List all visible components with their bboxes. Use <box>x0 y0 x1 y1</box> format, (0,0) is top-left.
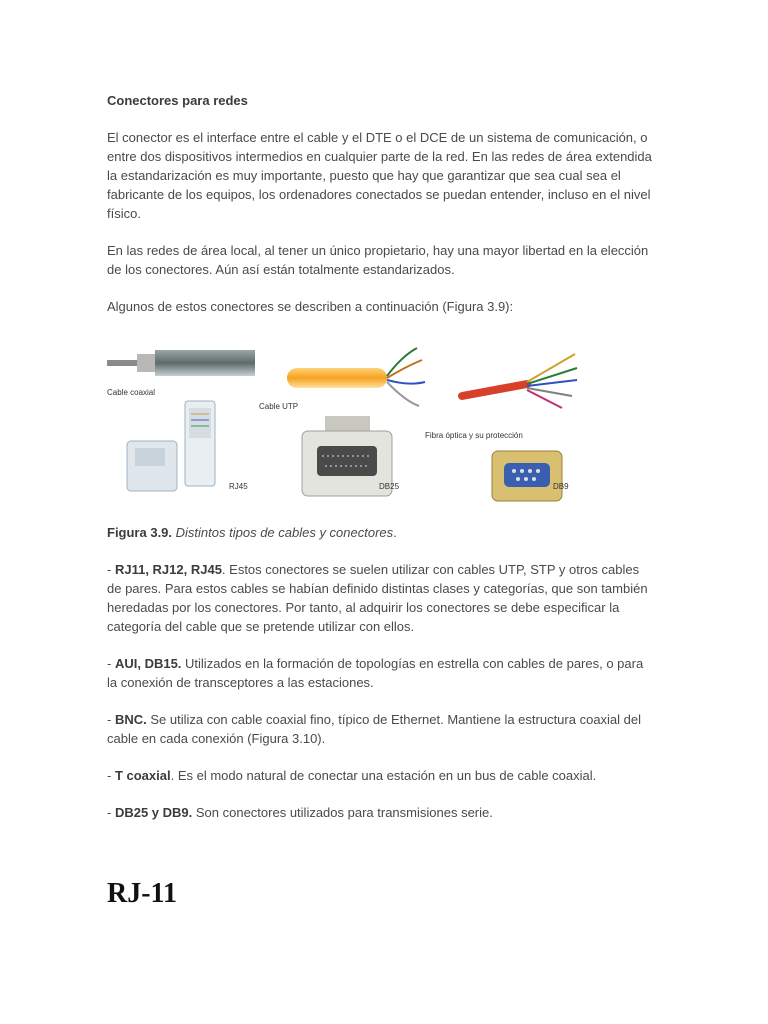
label-cable-utp: Cable UTP <box>259 402 299 411</box>
label-db25: DB25 <box>379 482 400 491</box>
list-item: - RJ11, RJ12, RJ45. Estos conectores se suelen utilizar con cables UTP, STP y otros cables de pares. Para estos cables se habían definido distintas clases y categorías, que son también heredadas por los conectores. Por tanto, al adquirir los conectores se debe especificar la categoría del cable que se pretende utilizar con ellos. <box>107 562 648 634</box>
label-rj45: RJ45 <box>229 482 248 491</box>
item-text: . Estos conectores se suelen utilizar con cables UTP, STP y otros cables de pares. Para estos cables se habían definido distintas clases y categorías, que son también heredadas por los conectores. Por tanto, al adquirir los conectores se debe especificar la categoría del cable que se pretende utilizar con ellos. <box>107 562 648 634</box>
item-term: RJ11, RJ12, RJ45 <box>114 562 222 577</box>
item-term: T coaxial <box>114 768 171 783</box>
rj45-connector-icon <box>127 401 215 491</box>
utp-cable-icon <box>287 348 425 406</box>
coaxial-cable-icon <box>107 350 255 376</box>
document-body <box>107 92 655 822</box>
item-term: BNC. <box>114 712 147 727</box>
rj11-title: RJ-11 <box>107 878 177 909</box>
intro-paragraph: El conector es el interface entre el cable y el DTE o el DCE de un sistema de comunicación, o entre dos dispositivos intermedios en cualquier parte de la red. En las redes de área extendida la estandarización es muy importante, puesto que hay que garantizar que sea cual sea el fabricante de los equipos, los ordenadores conectados se puedan entender, incluso en el nivel físico. <box>107 130 652 221</box>
db9-connector-icon <box>492 451 562 501</box>
connectors-illustration <box>107 346 587 511</box>
caption-text: Distintos tipos de cables y conectores <box>175 525 394 540</box>
connectors-figure <box>107 346 587 511</box>
caption-label: Figura 3.9. <box>107 525 173 540</box>
item-text: Se utiliza con cable coaxial fino, típico de Ethernet. Mantiene la estructura coaxial del cable en cada conexión (Figura 3.10). <box>107 712 642 746</box>
list-item: - T coaxial. Es el modo natural de conectar una estación en un bus de cable coaxial. <box>107 768 597 783</box>
label-fibra-optica: Fibra óptica y su protección <box>425 431 523 440</box>
label-db9: DB9 <box>553 482 569 491</box>
label-cable-coaxial: Cable coaxial <box>107 388 156 397</box>
list-item: - AUI, DB15. Utilizados en la formación de topologías en estrella con cables de pares, o para la conexión de transceptores a las estaciones. <box>107 656 644 690</box>
fiber-optic-cable-icon <box>462 354 577 408</box>
lan-paragraph: En las redes de área local, al tener un único propietario, hay una mayor libertad en la elección de los conectores. Aún así están totalmente estandarizados. <box>107 243 649 277</box>
item-text: Utilizados en la formación de topologías en estrella con cables de pares, o para la conexión de transceptores a las estaciones. <box>107 656 644 690</box>
list-item: - DB25 y DB9. Son conectores utilizados para transmisiones serie. <box>107 805 493 820</box>
item-text: . Es el modo natural de conectar una estación en un bus de cable coaxial. <box>170 768 597 783</box>
list-item: - BNC. Se utiliza con cable coaxial fino, típico de Ethernet. Mantiene la estructura coaxial del cable en cada conexión (Figura 3.10). <box>107 712 642 746</box>
item-term: DB25 y DB9. <box>114 805 193 820</box>
item-term: AUI, DB15. <box>114 656 182 671</box>
figure-intro-paragraph: Algunos de estos conectores se describen a continuación (Figura 3.9): <box>107 299 514 314</box>
section-heading: Conectores para redes <box>107 93 248 108</box>
figure-caption: Figura 3.9. Distintos tipos de cables y conectores. <box>107 525 397 540</box>
item-text: Son conectores utilizados para transmisiones serie. <box>192 805 493 820</box>
